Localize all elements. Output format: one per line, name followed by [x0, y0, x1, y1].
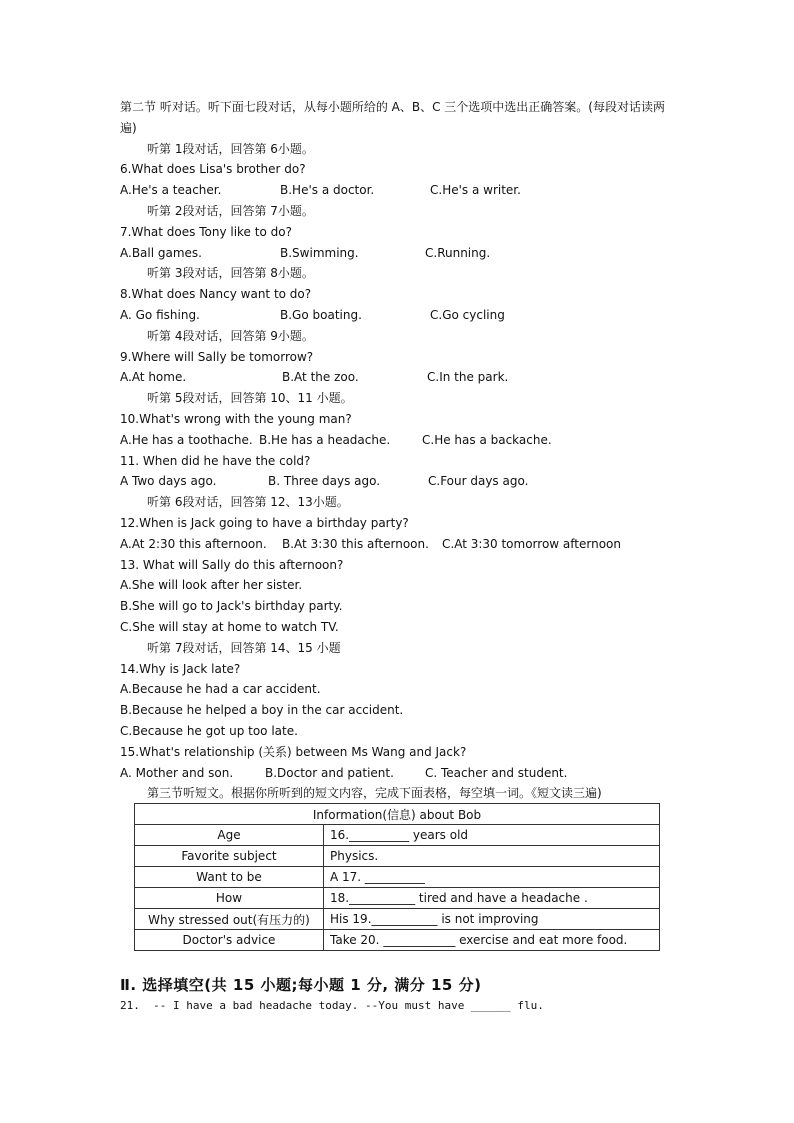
option-b: B.Doctor and patient.: [265, 765, 394, 780]
dialog-intro: 听第 3段对话，回答第 8小题。: [147, 266, 314, 281]
options-row: [120, 243, 680, 264]
question: 9.Where will Sally be tomorrow?: [120, 349, 314, 364]
option-a: A.Ball games.: [120, 245, 202, 260]
row-value: 18.___________ tired and have a headache .: [324, 888, 660, 909]
option-a: A.At 2:30 this afternoon.: [120, 536, 267, 551]
info-table: [134, 803, 660, 951]
row-value: Take 20. ____________ exercise and eat more food.: [324, 930, 660, 951]
option-a: A.He has a toothache.: [120, 432, 253, 447]
option-b: B.Because he helped a boy in the car accident.: [120, 703, 404, 718]
row-label: Doctor's advice: [135, 930, 324, 951]
options-row: [120, 471, 680, 492]
row-label: Age: [135, 825, 324, 846]
question: 10.What's wrong with the young man?: [120, 411, 352, 426]
dialog-intro: 听第 4段对话，回答第 9小题。: [147, 328, 314, 343]
options-row: [120, 430, 680, 451]
option-c: C.Go cycling: [430, 307, 505, 322]
options-row: [120, 180, 680, 201]
option-b: B.At 3:30 this afternoon.: [282, 536, 429, 551]
dialog-intro: 听第 2段对话，回答第 7小题。: [147, 203, 314, 218]
row-label: Favorite subject: [135, 846, 324, 867]
option-c: C.At 3:30 tomorrow afternoon: [442, 536, 621, 551]
dialog-intro: 听第 1段对话，回答第 6小题。: [147, 141, 314, 156]
options-row: [120, 367, 680, 388]
section-heading: 第三节听短文。根据你所听到的短文内容，完成下面表格，每空填一词。《短文读三遍): [147, 786, 602, 801]
row-value: A 17. __________: [324, 867, 660, 888]
section-2-heading: Ⅱ. 选择填空(共 15 小题;每小题 1 分, 满分 15 分): [120, 976, 482, 994]
option-c: C.Because he got up too late.: [120, 723, 298, 738]
option-a: A Two days ago.: [120, 474, 217, 489]
table-header-row: [135, 804, 660, 825]
table-row: [135, 930, 660, 951]
dialog-intro: 听第 5段对话，回答第 10、11 小题。: [147, 391, 353, 406]
listening-section: [120, 97, 680, 804]
option-a: A.Because he had a car accident.: [120, 682, 321, 697]
question: 7.What does Tony like to do?: [120, 224, 292, 239]
table-row: [135, 825, 660, 846]
row-value: 16.__________ years old: [324, 825, 660, 846]
dialog-intro: 听第 7段对话，回答第 14、15 小题: [147, 640, 341, 655]
options-row: [120, 305, 680, 326]
option-c: C.Four days ago.: [428, 474, 529, 489]
question: 14.Why is Jack late?: [120, 661, 241, 676]
row-value: His 19.___________ is not improving: [324, 909, 660, 930]
option-c: C.In the park.: [427, 370, 509, 385]
option-a: A. Mother and son.: [120, 765, 234, 780]
question: 15.What's relationship (关系) between Ms Wang and Jack?: [120, 744, 467, 759]
question: 8.What does Nancy want to do?: [120, 287, 312, 302]
option-c: C.She will stay at home to watch TV.: [120, 619, 339, 634]
row-label: Why stressed out(有压力的): [135, 909, 324, 930]
question: 6.What does Lisa's brother do?: [120, 162, 306, 177]
option-b: B. Three days ago.: [268, 474, 381, 489]
question: 12.When is Jack going to have a birthday party?: [120, 515, 409, 530]
option-c: C.He has a backache.: [422, 432, 552, 447]
dialog-intro: 听第 6段对话，回答第 12、13小题。: [147, 495, 349, 510]
option-a: A.At home.: [120, 370, 187, 385]
option-c: C. Teacher and student.: [425, 765, 568, 780]
option-b: B.He's a doctor.: [280, 183, 375, 198]
question-21: 21. -- I have a bad headache today. --You must have ______ flu.: [120, 999, 544, 1012]
option-c: C.Running.: [425, 245, 491, 260]
option-b: B.She will go to Jack's birthday party.: [120, 599, 343, 614]
question: 13. What will Sally do this afternoon?: [120, 557, 344, 572]
table-row: [135, 888, 660, 909]
question: 11. When did he have the cold?: [120, 453, 311, 468]
section-heading: 第二节 听对话。听下面七段对话，从每小题所给的 A、B、C 三个选项中选出正确答案。(每段对话读两遍): [120, 100, 665, 135]
option-b: B.Go boating.: [280, 307, 362, 322]
row-label: How: [135, 888, 324, 909]
row-value: Physics.: [324, 846, 660, 867]
table-title: Information(信息) about Bob: [135, 804, 660, 825]
option-a: A. Go fishing.: [120, 307, 200, 322]
option-b: B.He has a headache.: [259, 432, 391, 447]
option-a: A.She will look after her sister.: [120, 578, 303, 593]
row-label: Want to be: [135, 867, 324, 888]
option-b: B.Swimming.: [280, 245, 359, 260]
option-b: B.At the zoo.: [282, 370, 359, 385]
table-row: [135, 846, 660, 867]
options-row: [120, 763, 680, 784]
option-a: A.He's a teacher.: [120, 183, 222, 198]
table-row: [135, 909, 660, 930]
table-row: [135, 867, 660, 888]
option-c: C.He's a writer.: [430, 183, 521, 198]
options-row: [120, 534, 680, 555]
